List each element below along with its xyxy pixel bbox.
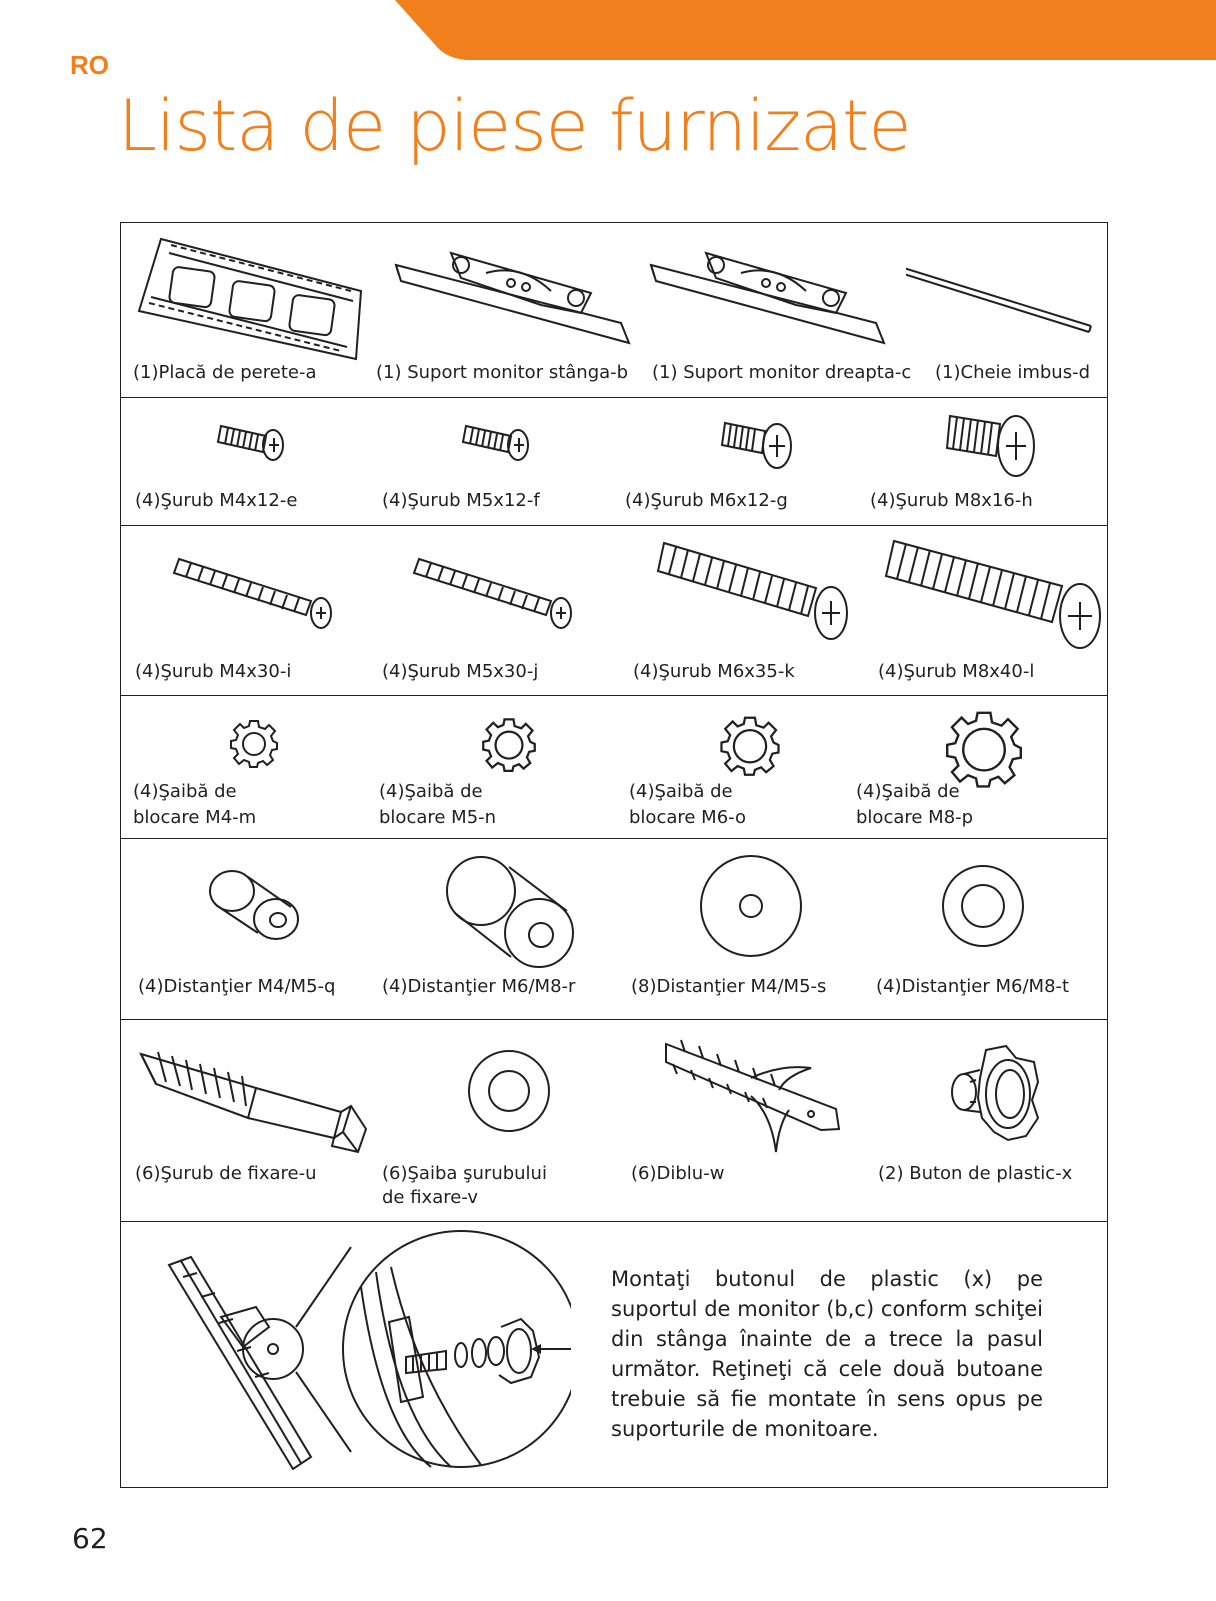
part-label: (4)Şurub M5x30-j [382, 661, 539, 682]
lock-washer-icon [719, 714, 781, 776]
part-label: (4)Şurub M6x35-k [633, 661, 795, 682]
spacer-icon [206, 865, 306, 950]
monitor-bracket-icon [391, 243, 636, 348]
part-spacer-m4m5-s [611, 839, 856, 1019]
screw-icon [216, 418, 291, 468]
part-label: blocare M5-n [379, 807, 497, 828]
part-spacer-m6m8-t [856, 839, 1107, 1019]
assembly-instruction: Montaţi butonul de plastic (x) pe suportul de monitor (b,c) conform schiţei din stânga înainte de a trece la pasul următor. Reţineţi că cele două butoane trebuie să fie montate în sens opus pe suporturile de monitoare. [611, 1267, 1043, 1441]
part-screw-m6x12 [611, 398, 856, 525]
part-label: blocare M8-p [856, 807, 974, 828]
part-allen-key [906, 223, 1106, 397]
plastic-knob-icon [946, 1040, 1046, 1150]
part-screw-m4x12 [121, 398, 366, 525]
part-label: (4)Şurub M4x30-i [135, 661, 292, 682]
screw-icon [461, 418, 536, 468]
part-label: (4)Şurub M6x12-g [625, 490, 788, 511]
parts-table [120, 222, 1108, 1488]
page-title: Lista de piese furnizate [118, 85, 911, 167]
part-lock-washer-m6 [611, 696, 841, 838]
header-tab [0, 0, 1216, 62]
part-wall-anchor [611, 1020, 856, 1221]
parts-row-5 [121, 839, 1107, 1020]
part-label: de fixare-v [382, 1187, 478, 1208]
part-lock-washer-m8 [841, 696, 1107, 838]
part-screw-m8x40 [856, 526, 1107, 695]
part-label: (6)Şaiba şurubului [382, 1163, 547, 1184]
language-code: RO [70, 50, 109, 80]
parts-row-4 [121, 696, 1107, 839]
part-spacer-m4m5-q [121, 839, 366, 1019]
screw-icon [721, 413, 801, 473]
wall-plate-icon [131, 231, 366, 361]
part-label: (4)Şaibă de [629, 781, 733, 802]
part-wall-plate [121, 223, 366, 397]
page-number: 62 [72, 1522, 108, 1555]
flat-washer-icon [938, 861, 1028, 951]
part-screw-m4x30 [121, 526, 366, 695]
parts-row-2 [121, 398, 1107, 526]
spacer-icon [441, 853, 581, 973]
part-right-monitor-bracket [636, 223, 912, 397]
part-label: (6)Diblu-w [631, 1163, 725, 1184]
part-lock-washer-m4 [121, 696, 366, 838]
screw-icon [946, 408, 1046, 483]
part-label: (8)Distanţier M4/M5-s [631, 976, 827, 997]
part-label: (1) Suport monitor dreapta-c [652, 362, 912, 383]
parts-row-1 [121, 223, 1107, 398]
part-lag-screw-washer [366, 1020, 611, 1221]
monitor-bracket-icon [646, 243, 891, 348]
part-left-monitor-bracket [366, 223, 636, 397]
screw-icon [411, 551, 581, 631]
lock-washer-icon [229, 718, 279, 768]
part-label: blocare M4-m [133, 807, 257, 828]
part-lag-screw [121, 1020, 366, 1221]
part-label: (4)Şaibă de [133, 781, 237, 802]
part-screw-m5x30 [366, 526, 611, 695]
part-screw-m5x12 [366, 398, 611, 525]
part-label: (4)Distanţier M6/M8-r [382, 976, 576, 997]
part-label: (4)Şaibă de [856, 781, 960, 802]
part-label: (4)Distanţier M6/M8-t [876, 976, 1070, 997]
lock-washer-icon [481, 716, 537, 772]
part-lock-washer-m5 [366, 696, 611, 838]
screw-icon [884, 536, 1109, 651]
part-label: (1)Cheie imbus-d [935, 362, 1091, 383]
part-spacer-m6m8-r [366, 839, 611, 1019]
part-label: (1) Suport monitor stânga-b [376, 362, 629, 383]
allen-key-icon [906, 258, 1106, 338]
part-label: (4)Şurub M5x12-f [382, 490, 540, 511]
assembly-illustration [161, 1227, 571, 1482]
part-label: (4)Şurub M4x12-e [135, 490, 298, 511]
lock-washer-icon [944, 708, 1024, 788]
part-plastic-knob [856, 1020, 1107, 1221]
part-label: (4)Şurub M8x40-l [878, 661, 1035, 682]
part-label: (4)Şurub M8x16-h [870, 490, 1033, 511]
flat-washer-icon [466, 1048, 552, 1134]
part-label: (6)Şurub de fixare-u [135, 1163, 317, 1184]
part-label: (4)Distanţier M4/M5-q [138, 976, 336, 997]
part-screw-m8x16 [856, 398, 1107, 525]
flat-washer-icon [696, 851, 806, 961]
parts-row-3 [121, 526, 1107, 696]
parts-row-6 [121, 1020, 1107, 1222]
wall-anchor-icon [661, 1034, 856, 1159]
screw-icon [171, 551, 341, 631]
lag-screw-icon [136, 1034, 371, 1159]
screw-icon [656, 538, 856, 643]
part-label: (4)Şaibă de [379, 781, 483, 802]
assembly-row [121, 1222, 1107, 1487]
part-label: (2) Buton de plastic-x [878, 1163, 1073, 1184]
part-label: blocare M6-o [629, 807, 746, 828]
part-label: (1)Placă de perete-a [133, 362, 317, 383]
part-screw-m6x35 [611, 526, 856, 695]
